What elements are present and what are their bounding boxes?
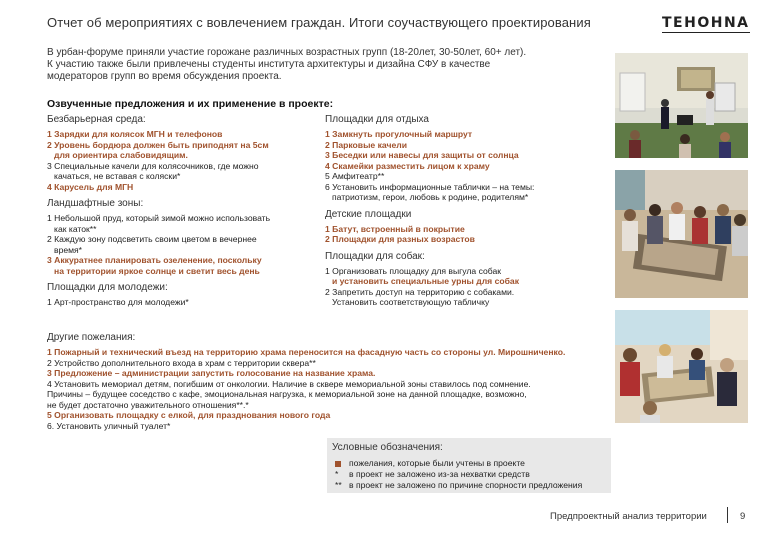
- list-item: 2 Площадки для разных возрастов: [325, 234, 475, 244]
- section-barrier-free: [47, 114, 317, 192]
- list-item: 3 Аккуратнее планировать озеленение, поскольку на территории яркое солнце и светит весь день: [47, 255, 262, 276]
- section-playgrounds: [325, 209, 610, 245]
- section-title: Детские площадки: [325, 208, 412, 220]
- photo-group-discussion: [615, 170, 748, 298]
- list-item: 5 Амфитеатр**: [325, 171, 385, 181]
- list-item: 2 Каждую зону подсветить своим цветом в вечернее время*: [47, 234, 257, 255]
- list-item: 3 Беседки или навесы для защиты от солнца: [325, 150, 519, 160]
- page-number: 9: [740, 511, 746, 522]
- list-item: 4 Установить мемориал детям, погибшим от онкологии. Наличие в сквере мемориальной зоны ставилось под сомнение.: [47, 378, 531, 389]
- legend-row-accepted: пожелания, которые были учтены в проекте: [335, 458, 525, 468]
- legend-row-no-funds: * в проект не заложено из-за нехватки средств: [335, 469, 530, 479]
- section-title: Другие пожелания:: [47, 332, 136, 343]
- list-item: Причины – будущее соседство с кафе, эмоциональная нагрузка, к мемориальной зоне на данной площадке, возможно,: [47, 389, 527, 399]
- list-item: 1 Батут, встроенный в покрытие: [325, 223, 465, 234]
- list-item: 5 Организовать площадку с елкой, для празднования нового года: [47, 410, 331, 420]
- photo-workshop: [615, 310, 748, 423]
- footer-text: Предпроектный анализ территории: [550, 511, 707, 522]
- presentation-photo-image: [615, 53, 748, 158]
- legend-title: Условные обозначения:: [332, 442, 443, 453]
- list-item: 1 Небольшой пруд, который зимой можно использовать как каток**: [47, 213, 271, 234]
- list-item: 3 Предложение – администрации запустить голосование на название храма.: [47, 368, 376, 378]
- list-item: 1 Зарядки для колясок МГН и телефонов: [47, 129, 223, 139]
- section-rest-areas: [325, 114, 610, 203]
- right-column: [325, 114, 610, 308]
- list-item: 1 Арт-пространство для молодежи*: [47, 297, 189, 307]
- photo-presentation: [615, 53, 748, 158]
- intro-text: [47, 47, 567, 83]
- list-item: 6. Установить уличный туалет*: [47, 420, 171, 431]
- section-landscape: [47, 198, 317, 276]
- section-title: Площадки для молодежи:: [47, 282, 168, 293]
- logo-underline: [662, 32, 750, 33]
- list-item: и установить специальные урны для собак: [332, 276, 519, 286]
- footer-divider: [727, 507, 728, 523]
- legend-row-disputed: ** в проект не заложено по причине спорности предложения: [335, 480, 583, 490]
- list-item: 4 Карусель для МГН: [47, 181, 134, 192]
- left-column: [47, 114, 317, 308]
- square-icon: [335, 461, 341, 467]
- other-wishes: [47, 332, 612, 431]
- list-item: 1 Организовать площадку для выгула собак: [325, 265, 502, 276]
- section-dog-areas: [325, 251, 610, 308]
- list-item: 2 Уровень бордюра должен быть приподнят на 5см для ориентира слабовидящим.: [47, 139, 269, 160]
- list-item: 1 Замкнуть прогулочный маршрут: [325, 129, 473, 139]
- list-item: 2 Запретить доступ на территорию с собаками. Установить соответствующую табличку: [325, 286, 515, 307]
- legend-box: [327, 438, 611, 493]
- list-item: 4 Скамейки разместить лицом к храму: [325, 160, 490, 171]
- list-item: не будет достаточно уважительного отношения**.*: [47, 399, 249, 410]
- list-item: 1 Пожарный и технический въезд на территорию храма переносится на фасадную часть со стороны ул. Мирошниченко.: [47, 347, 566, 357]
- section-title: Ландшафтные зоны:: [47, 198, 144, 209]
- list-item: 3 Специальные качели для колясочников, где можно качаться, не вставая с коляски*: [47, 160, 259, 181]
- section-title: Площадки для собак:: [325, 250, 425, 262]
- intro-line: В урбан-форуме приняли участие горожане различных возрастных групп (18-20лет, 30-50лет, 60+ лет).: [47, 47, 527, 58]
- list-item: 2 Парковые качели: [325, 139, 407, 150]
- intro-line: модераторов групп во время обсуждения проекта.: [47, 71, 282, 82]
- page-title: Отчет об мероприятиях с вовлечением граждан. Итоги соучаствующего проектирования: [47, 15, 591, 30]
- section-title: Безбарьерная среда:: [47, 114, 146, 125]
- discussion-photo-image: [615, 170, 748, 298]
- section-heading: Озвученные предложения и их применение в проекте:: [47, 98, 334, 110]
- intro-line: К участию также были привлечены студенты института архитектуры и дизайна СФУ в качестве: [47, 59, 491, 70]
- list-item: 6 Установить информационные таблички – на темы: патриотизм, герои, любовь к родине, родителям*: [325, 181, 535, 202]
- section-youth: [47, 282, 317, 308]
- list-item: 2 Устройство дополнительного входа в храм с территории сквера**: [47, 357, 316, 368]
- workshop-photo-image: [615, 310, 748, 423]
- logo: TEHOHNA: [662, 15, 750, 31]
- section-title: Площадки для отдыха: [325, 114, 429, 125]
